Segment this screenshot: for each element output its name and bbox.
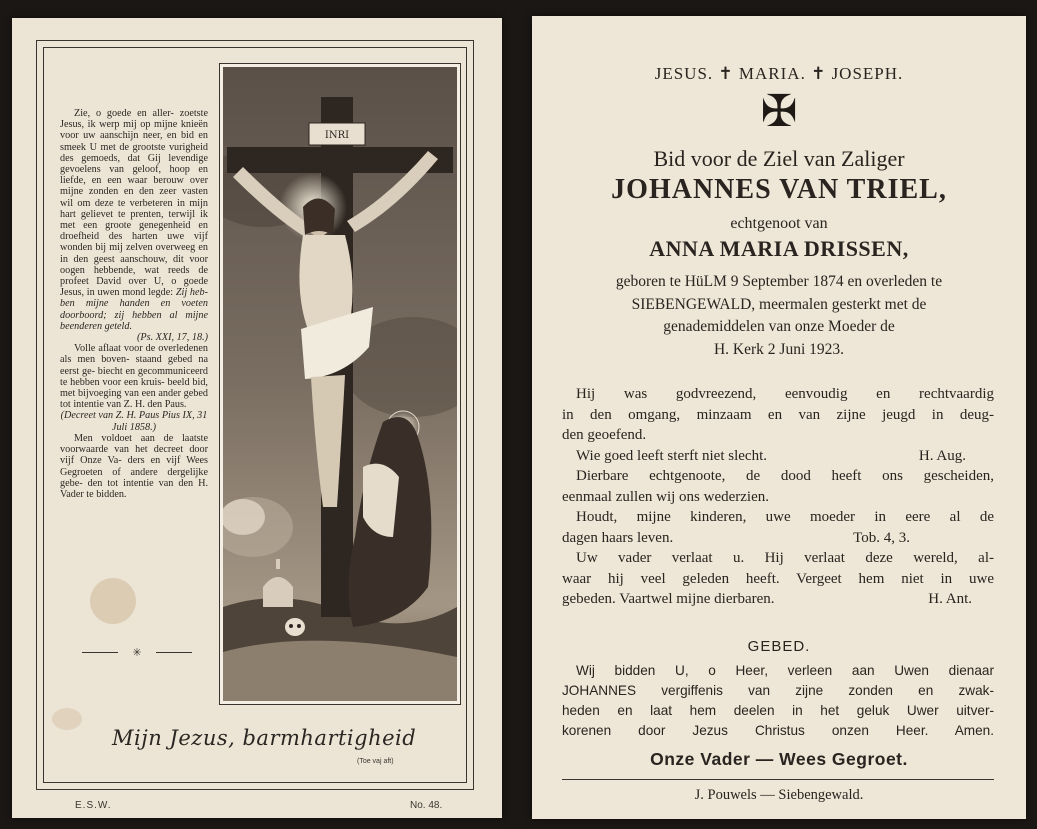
- prayer-line: over U, o goede Jesus, in: [60, 276, 208, 299]
- memorial-card-back: [532, 16, 1026, 819]
- motto-text: Mijn Jezus, barmhartigheid: [112, 726, 417, 750]
- indulgence-line: intentie van Z. H. den Paus.: [73, 399, 187, 411]
- condition-line: ders en vijf Wees Gegroeten: [60, 455, 208, 478]
- printer-imprint: J. Pouwels — Siebengewald.: [694, 787, 864, 803]
- prayer-line: zoetste Jesus, ik werp mij: [60, 108, 208, 131]
- indulgence-line: staand gebed na eerst ge-: [60, 354, 208, 377]
- quote-text: Wie goed leeft sterft niet slecht.: [576, 447, 767, 464]
- prayer-line: dit voor oogen hebbende,: [60, 253, 208, 276]
- eulogy-line: eenmaal zullen wij ons wederzien.: [562, 488, 769, 505]
- eulogy-quote-row: [562, 589, 994, 610]
- decree-reference: (Decreet van Z. H. Paus Pius IX, 31 Juli 1858.): [60, 410, 208, 433]
- prayer-card-front: [12, 18, 502, 818]
- condition-line: decreet door vijf Onze Va-: [60, 444, 208, 467]
- psalm-reference: (Ps. XXI, 17, 18.): [136, 332, 208, 344]
- prayer-line: Zie, o goede en aller-: [74, 108, 180, 119]
- condition-line: H. Vader te bidden.: [60, 477, 209, 500]
- foxing-stain: [90, 578, 136, 624]
- foxing-stain: [52, 708, 82, 730]
- indulgence-line: te hebben voor een kruis-: [60, 376, 168, 388]
- eulogy-line: Uw vader verlaat u. Hij verlaat deze wereld, al-: [576, 550, 994, 566]
- indulgence-prayer-text: [60, 108, 208, 500]
- eulogy-line: in den omgang, minzaam en van zijne jeugd in deug-: [562, 406, 994, 423]
- prayer-line: Wij bidden U, o Heer, verleen aan Uwen dienaar: [576, 663, 994, 678]
- spouse-name: ANNA MARIA DRISSEN,: [649, 236, 909, 261]
- prayer-line: mijn hart gelievet te prenten,: [60, 197, 208, 220]
- spouse-intro: echtgenoot van: [730, 215, 828, 232]
- prayer-line: des harten uwe vijf wonden: [60, 231, 208, 254]
- prayer-line: vurigheid des gemoeds, dat: [60, 141, 208, 164]
- biography-block: [560, 271, 998, 361]
- prayer-line: JOHANNES vergiffenis van zijne zonden en zwak-: [562, 683, 994, 698]
- prayer-line: Gij levendige gevoelens van: [60, 152, 208, 176]
- quote-reference: Tob. 4, 3.: [853, 529, 910, 546]
- condition-line: den tot intentie van den: [87, 477, 199, 489]
- quote-reference: H. Ant.: [928, 591, 972, 607]
- eulogy-text: [562, 384, 994, 610]
- closing-prayer: [562, 661, 994, 741]
- eulogy-line: Houdt, mijne kinderen, uwe moeder in eere al de: [576, 509, 994, 525]
- eulogy-line: waar hij veel geleden heeft. Vergeet hem niet in uwe: [562, 570, 994, 587]
- quote-reference: H. Aug.: [918, 447, 966, 464]
- bio-line: geboren te HüLM 9 September 1874 en overleden te: [615, 273, 943, 290]
- bio-line: SIEBENGEWALD, meermalen gesterkt met de: [631, 295, 927, 313]
- closing-prayers-line: Onze Vader — Wees Gegroet.: [650, 749, 908, 769]
- prayer-line: bij mij zelven overweeg en: [95, 242, 208, 254]
- eulogy-quote-row: [562, 446, 994, 467]
- prayer-line: in den geest aanschouw,: [60, 253, 173, 265]
- prayer-line: een waar berouw over mijne: [60, 175, 208, 198]
- prayer-request-line: Bid voor de Ziel van Zaliger: [653, 146, 905, 171]
- eulogy-quote-row: [562, 528, 994, 549]
- publisher-mark: E.S.W.: [75, 800, 112, 811]
- prayer-line: zonden en den zeer vasten: [88, 186, 209, 198]
- divider-rule: [562, 779, 994, 780]
- crucifixion-illustration: [223, 67, 457, 701]
- psalm-quote: Zij heb- ben mijne handen en voeten doorboord; zij hebben al mijne beenderen geteld.: [60, 287, 208, 332]
- eulogy-line: Hij was godvreezend, eenvoudig en rechtvaardig: [576, 386, 994, 402]
- prayer-line: op mijne knieën voor uw: [60, 119, 208, 142]
- prayer-line: wil om deze te verbeteren in: [60, 197, 190, 209]
- prayer-line: geloof, hoop en liefde, en: [60, 164, 208, 187]
- prayer-line: genegenheid en droefheid: [60, 220, 208, 243]
- eulogy-line: dagen haars leven.: [562, 529, 674, 546]
- indulgence-line: biecht en gecommuniceerd: [97, 365, 208, 377]
- motto-subcaption: (Toe vaj aft): [357, 758, 394, 765]
- prayer-line: aanschijn neer, en bid en: [99, 130, 208, 142]
- condition-line: of andere dergelijke gebe-: [60, 466, 208, 489]
- indulgence-line: beeld bid, met bijvoeging: [60, 376, 208, 400]
- eulogy-line: Dierbare echtgenoote, de dood heeft ons gescheiden,: [576, 468, 994, 484]
- condition-line: Men voldoet aan de: [74, 432, 182, 444]
- crucifixion-image-frame: [219, 63, 461, 705]
- indulgence-paragraph: [60, 343, 208, 433]
- prayer-line: terwijl ik met een groote: [60, 208, 208, 232]
- prayer-line: uwen mond legde:: [97, 287, 176, 299]
- invocation-heading: JESUS. ✝ MARIA. ✝ JOSEPH.: [654, 64, 904, 83]
- eulogy-line: den geoefend.: [562, 427, 647, 443]
- card-number: No. 48.: [410, 800, 443, 811]
- prayer-line: wat reeds de profeet David: [60, 264, 208, 288]
- indulgence-line: van een ander gebed tot: [60, 388, 209, 411]
- indulgence-line: Volle aflaat voor de: [74, 343, 159, 355]
- prayer-line: heden en laat hem deelen in het geluk Uwer uitver-: [562, 703, 994, 718]
- asterisk-ornament-icon: ✳: [132, 646, 142, 659]
- prayer-line: korenen door Jezus Christus onzen Heer. Amen.: [562, 723, 994, 738]
- prayer-paragraph: [60, 108, 208, 343]
- prayer-line: smeek U met de grootste: [60, 141, 169, 153]
- inri-sign: INRI: [324, 130, 350, 141]
- indulgence-line: overledenen als men boven-: [60, 343, 208, 366]
- deceased-name: JOHANNES VAN TRIEL,: [611, 174, 947, 205]
- condition-line: laatste voorwaarde van het: [60, 432, 208, 456]
- decree-condition-paragraph: [60, 433, 208, 500]
- bio-line: genademiddelen van onze Moeder de: [663, 318, 895, 335]
- maltese-cross-icon: ✠: [760, 86, 798, 137]
- prayer-heading: GEBED.: [747, 638, 811, 655]
- eulogy-line: gebeden. Vaartwel mijne dierbaren.: [562, 591, 775, 607]
- ornament-separator: [82, 646, 192, 659]
- bio-line: H. Kerk 2 Juni 1923.: [713, 340, 845, 358]
